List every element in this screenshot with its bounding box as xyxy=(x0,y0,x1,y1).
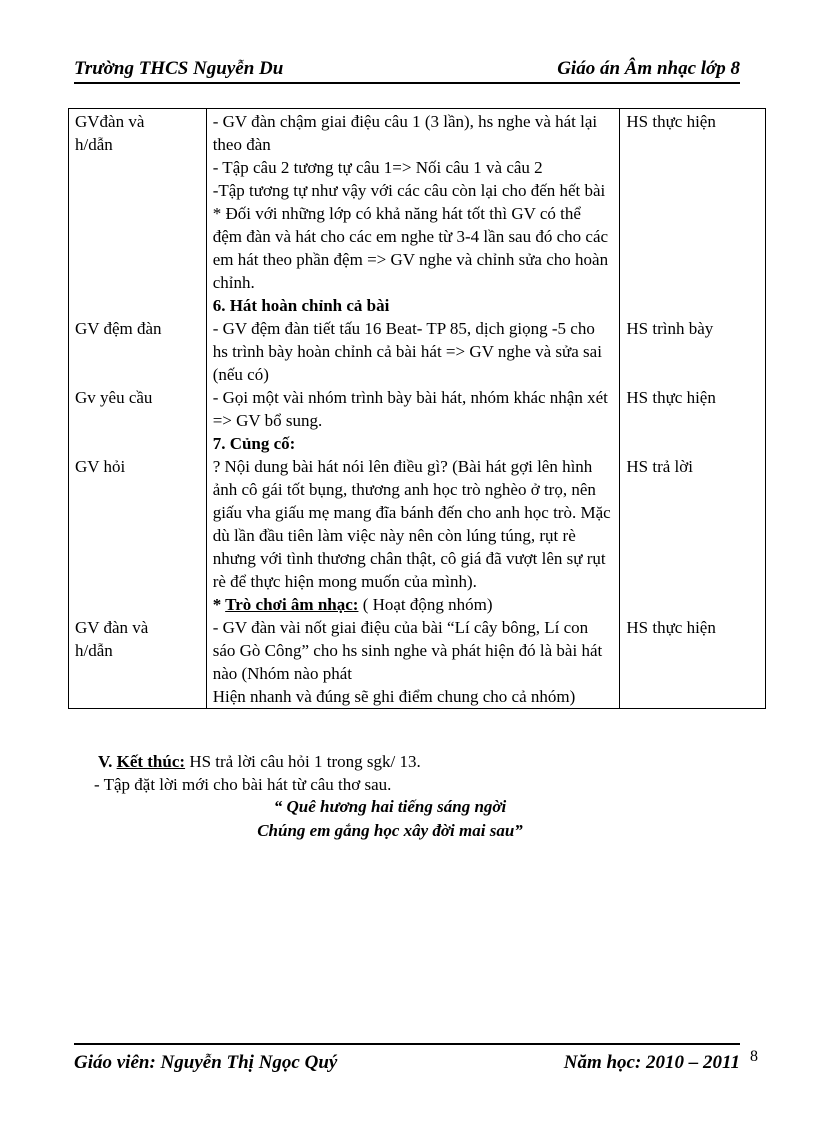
ending-text: HS trả lời câu hỏi 1 trong sgk/ 13. xyxy=(185,752,421,771)
teacher-activity-cell xyxy=(69,109,207,295)
document-title: Giáo án Âm nhạc lớp 8 xyxy=(557,58,740,79)
content-line: - Tập câu 2 tương tự câu 1=> Nối câu 1 và câu 2 xyxy=(212,158,543,177)
table-row xyxy=(69,455,766,593)
table-row xyxy=(69,616,766,709)
section-heading: Trò chơi âm nhạc: xyxy=(225,595,359,614)
table-row xyxy=(69,386,766,432)
teacher-activity-cell: GV đệm đàn xyxy=(69,317,207,386)
lesson-table xyxy=(68,108,766,709)
teacher-activity-cell: GV hỏi xyxy=(69,455,207,593)
empty-cell xyxy=(69,593,207,616)
ending-number: V. xyxy=(98,752,117,771)
student-activity-cell: HS thực hiện xyxy=(620,616,766,709)
ending-section xyxy=(94,750,421,796)
student-activity-cell: HS thực hiện xyxy=(620,386,766,432)
poem-line: Chúng em gắng học xây đời mai sau” xyxy=(257,821,523,840)
page-number: 8 xyxy=(750,1048,758,1065)
content-line: * Đối với những lớp có khả năng hát tốt thì GV có thể đệm đàn và hát cho các em nghe từ 3-4 lần sau đó cho các em hát theo phần đệm => GV nghe và chỉnh sửa cho hoàn chỉnh. xyxy=(212,204,609,292)
page-header xyxy=(74,52,740,84)
teacher-activity-line: GV đàn và xyxy=(75,618,149,637)
table-row xyxy=(69,109,766,295)
empty-cell xyxy=(69,294,207,317)
school-year: Năm học: 2010 – 2011 xyxy=(563,1052,740,1073)
empty-cell xyxy=(69,432,207,455)
empty-cell xyxy=(620,593,766,616)
section-heading-cell xyxy=(206,593,620,616)
teacher-activity-line: h/dẫn xyxy=(75,135,113,154)
poem xyxy=(190,795,590,843)
section-heading-number: 7. xyxy=(212,434,230,453)
content-line: - GV đàn vài nốt giai điệu của bài “Lí cây bông, Lí con sáo Gò Công” cho hs sinh nghe và phát hiện đó là bài hát nào (Nhóm nào phát xyxy=(212,618,603,683)
teacher-activity-cell xyxy=(69,616,207,709)
section-heading-cell xyxy=(206,432,620,455)
school-name: Trường THCS Nguyễn Du xyxy=(74,58,284,79)
ending-line xyxy=(98,750,421,773)
content-cell: ? Nội dung bài hát nói lên điều gì? (Bài hát gợi lên hình ảnh cô gái tốt bụng, thương anh học trò nghèo ở trọ, nên giấu vha giấu mẹ mang đĩa bánh đến cho anh học trò. Mặc dù lần đầu tiên làm việc này nên còn lúng túng, rụt rè nhưng với tình thương chân thật, cô giá đã vượt lên sự rụt rè để thực hiện mong muốn của mình). xyxy=(206,455,620,593)
content-line: - GV đàn chậm giai điệu câu 1 (3 lần), hs nghe và hát lại theo đàn xyxy=(212,112,598,154)
section-heading: Củng cố: xyxy=(229,434,296,453)
table-row xyxy=(69,317,766,386)
student-activity-cell: HS thực hiện xyxy=(620,109,766,295)
table-row xyxy=(69,432,766,455)
poem-line: “ Quê hương hai tiếng sáng ngời xyxy=(273,797,507,816)
section-heading: 6. Hát hoàn chỉnh cả bài xyxy=(212,296,390,315)
ending-task: - Tập đặt lời mới cho bài hát từ câu thơ sau. xyxy=(94,775,392,794)
content-cell: - GV đệm đàn tiết tấu 16 Beat- TP 85, dịch giọng -5 cho hs trình bày hoàn chỉnh cả bài hát => GV nghe và sửa sai (nếu có) xyxy=(206,317,620,386)
teacher-activity-line: GVđàn và xyxy=(75,112,145,131)
empty-cell xyxy=(620,432,766,455)
teacher-activity-line: h/dẫn xyxy=(75,641,113,660)
student-activity-cell: HS trình bày xyxy=(620,317,766,386)
content-cell xyxy=(206,109,620,295)
table-row xyxy=(69,593,766,616)
heading-bullet: * xyxy=(212,595,226,614)
teacher-activity-cell: Gv yêu cầu xyxy=(69,386,207,432)
content-line: -Tập tương tự như vậy với các câu còn lại cho đến hết bài xyxy=(212,181,606,200)
ending-label: Kết thúc: xyxy=(116,752,186,771)
page-footer xyxy=(74,1043,740,1074)
table-row xyxy=(69,294,766,317)
content-line: Hiện nhanh và đúng sẽ ghi điểm chung cho cả nhóm) xyxy=(212,687,576,706)
empty-cell xyxy=(620,294,766,317)
student-activity-cell: HS trả lời xyxy=(620,455,766,593)
teacher-name: Giáo viên: Nguyễn Thị Ngọc Quý xyxy=(74,1052,338,1073)
content-cell xyxy=(206,616,620,709)
content-cell: - Gọi một vài nhóm trình bày bài hát, nhóm khác nhận xét => GV bổ sung. xyxy=(206,386,620,432)
section-heading-note: ( Hoạt động nhóm) xyxy=(358,595,493,614)
section-heading-cell xyxy=(206,294,620,317)
